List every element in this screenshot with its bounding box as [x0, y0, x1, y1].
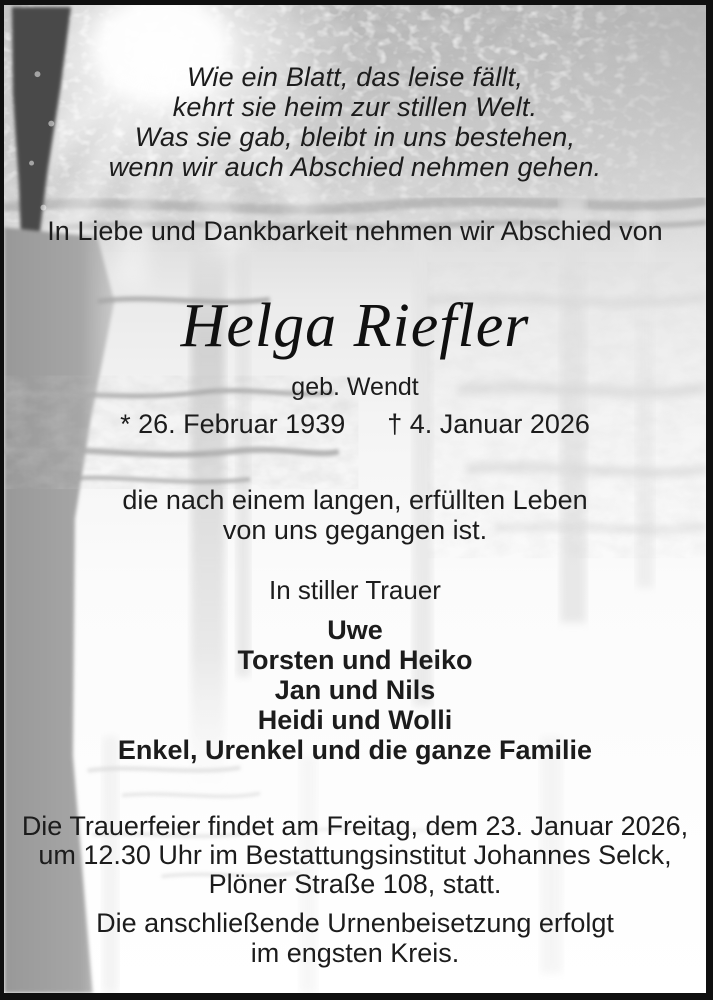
- mourner-line-5: Enkel, Urenkel und die ganze Familie: [117, 735, 593, 765]
- life-dates: [4, 409, 706, 439]
- maiden-name: geb. Wendt: [291, 373, 419, 401]
- poem-line-1: Wie ein Blatt, das leise fällt,: [186, 62, 524, 92]
- mourner-line-2: Torsten und Heiko: [237, 645, 473, 675]
- farewell-intro: In Liebe und Dankbarkeit nehmen wir Abschied von: [47, 216, 663, 246]
- tribute-line-1: die nach einem langen, erfüllten Leben: [122, 485, 588, 515]
- burial-line-2: im engsten Kreis.: [250, 938, 460, 968]
- mourning-label: In stiller Trauer: [269, 575, 441, 605]
- poem-line-3: Was sie gab, bleibt in uns bestehen,: [134, 122, 576, 152]
- service-line-1: Die Trauerfeier findet am Freitag, dem 23. Januar 2026,: [21, 811, 689, 841]
- memorial-poem: [4, 62, 706, 182]
- death-date: † 4. Januar 2026: [387, 409, 590, 439]
- mourner-line-1: Uwe: [327, 615, 383, 645]
- tribute-text: [4, 485, 706, 545]
- burial-line-1: Die anschließende Urnenbeisetzung erfolgt: [96, 908, 614, 938]
- funeral-service-details: [4, 812, 706, 899]
- mourner-line-4: Heidi und Wolli: [257, 705, 453, 735]
- deceased-name: Helga Riefler: [180, 292, 530, 360]
- urn-burial-details: [4, 908, 706, 968]
- service-line-2: um 12.30 Uhr im Bestattungsinstitut Johannes Selck,: [38, 840, 672, 870]
- poem-line-4: wenn wir auch Abschied nehmen gehen.: [108, 152, 602, 182]
- mourner-line-3: Jan und Nils: [274, 675, 436, 705]
- birth-date: * 26. Februar 1939: [120, 409, 346, 439]
- mourners-list: [4, 615, 706, 765]
- service-line-3: Plöner Straße 108, statt.: [208, 869, 502, 899]
- poem-line-2: kehrt sie heim zur stillen Welt.: [172, 92, 538, 122]
- tribute-line-2: von uns gegangen ist.: [222, 515, 488, 545]
